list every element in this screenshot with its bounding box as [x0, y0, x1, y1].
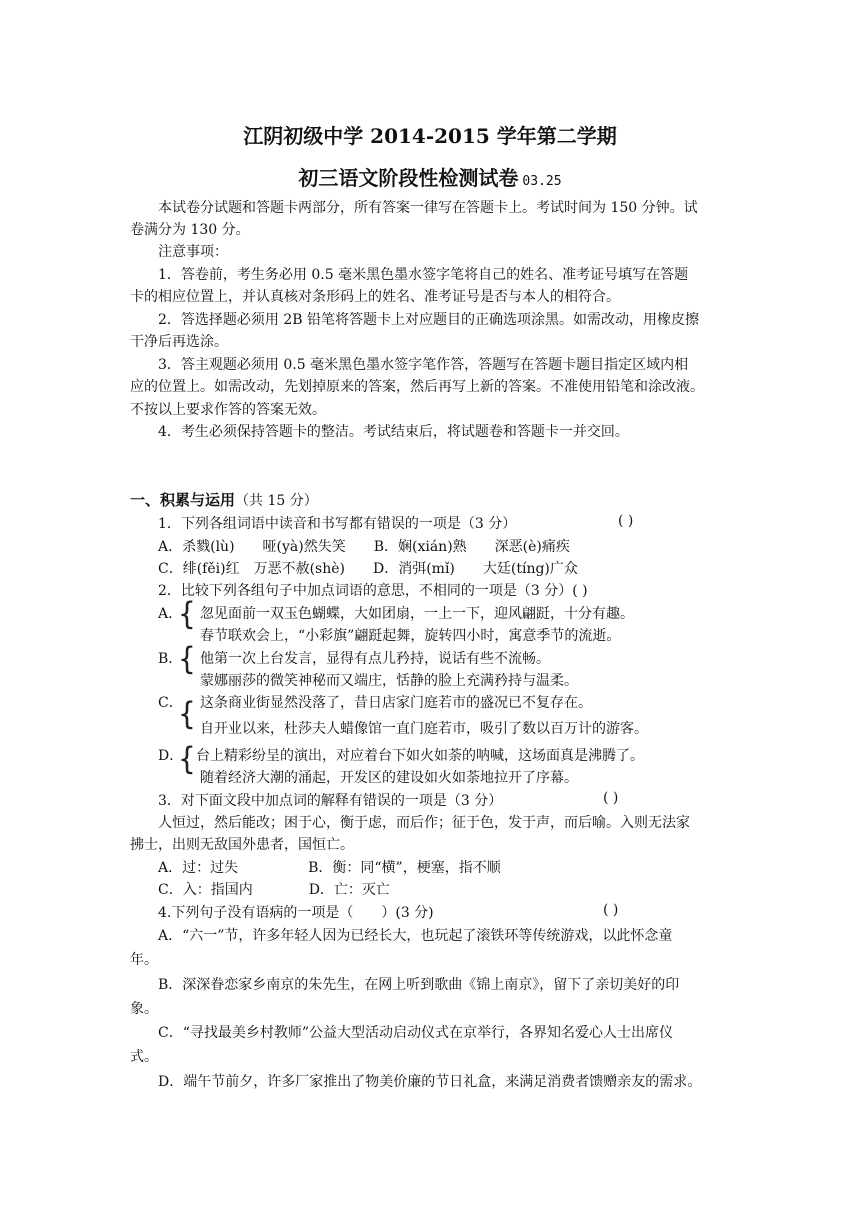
- note-3b: 应的位置上。如需改动，先划掉原来的答案，然后再写上新的答案。不准使用铅笔和涂改液。: [130, 379, 704, 395]
- q4-stem: 4.下列句子没有语病的一项是（ ）(3 分): [158, 905, 434, 921]
- q4-answer-paren: ( ): [603, 902, 619, 918]
- section-1-title: 一、积累与运用: [130, 491, 236, 509]
- section-1-heading: [130, 489, 735, 512]
- q1-answer-paren: ( ): [618, 513, 634, 529]
- q2-option-b-sentence-1: 他第一次上台发言，显得有点儿矜持，说话有些不流畅。: [200, 651, 550, 667]
- q2-option-d-label: D．: [158, 748, 184, 764]
- q2-option-c-sentence-1: 这条商业街显然没落了，昔日店家门庭若市的盛况已不复存在。: [200, 695, 592, 711]
- exam-subtitle: [0, 162, 860, 191]
- note-1a: 1．答卷前，考生务必用 0.5 毫米黑色墨水签字笔将自己的姓名、准考证号填写在答题: [158, 267, 689, 283]
- q1-stem: 1．下列各组词语中读音和书写都有错误的一项是（3 分）: [158, 516, 517, 532]
- q2-option-c-brace: {: [178, 695, 196, 732]
- note-2b: 干净后再选涂。: [130, 334, 228, 350]
- q2-option-b-brace: {: [178, 640, 196, 677]
- q2-option-c-sentence-2: 自开业以来，杜莎夫人蜡像馆一直门庭若市，吸引了数以百万计的游客。: [200, 721, 648, 737]
- q4-option-b-line-2: 象。: [130, 1001, 158, 1017]
- q2-option-b-sentence-2: 蒙娜丽莎的微笑神秘而又端庄，恬静的脸上充满矜持与温柔。: [200, 673, 578, 689]
- exam-title: 江阴初级中学 2014-2015 学年第二学期: [243, 124, 617, 148]
- q2-stem: 2．比较下列各组句子中加点词语的意思，不相同的一项是（3 分）( ): [158, 583, 588, 599]
- q3-answer-paren: ( ): [603, 790, 619, 806]
- q2-option-a-label: A．: [158, 606, 183, 622]
- note-3a: 3．答主观题必须用 0.5 毫米黑色墨水签字笔作答，答题写在答题卡题目指定区域内相: [158, 357, 689, 373]
- note-4: 4．考生必须保持答题卡的整洁。考试结束后，将试题卷和答题卡一并交回。: [158, 424, 629, 440]
- note-3c: 不按以上要求作答的答案无效。: [130, 402, 326, 418]
- q4-option-c-line-2: 式。: [130, 1049, 158, 1065]
- subtitle-text: 初三语文阶段性检测试卷: [298, 166, 519, 190]
- q3-stem: 3．对下面文段中加点词的解释有错误的一项是（3 分）: [158, 793, 503, 809]
- q2-option-a-brace: {: [178, 595, 196, 632]
- q4-option-b-line-1: B．深深眷恋家乡南京的朱先生，在网上听到歌曲《锦上南京》，留下了亲切美好的印: [158, 977, 680, 993]
- q2-option-a-sentence-1: 忽见面前一双玉色蝴蝶，大如团扇，一上一下，迎风翩跹，十分有趣。: [200, 606, 634, 622]
- q2-option-b-label: B．: [158, 651, 183, 667]
- q4-option-d-line-1: D．端午节前夕，许多厂家推出了物美价廉的节日礼盒，来满足消费者馈赠亲友的需求。: [158, 1074, 702, 1090]
- q2-option-d-sentence-1: 台上精彩纷呈的演出，对应着台下如火如荼的呐喊，这场面真是沸腾了。: [196, 748, 644, 764]
- q2-option-d-sentence-2: 随着经济大潮的涌起，开发区的建设如火如荼地拉开了序幕。: [200, 770, 578, 786]
- q3-passage-line-2: 拂士，出则无敌国外患者，国恒亡。: [130, 837, 354, 853]
- q1-options-cd: C．绯(fěi)红 万恶不赦(shè) D．消弭(mǐ) 大廷(tíng)广众: [158, 561, 578, 577]
- q2-option-c-label: C．: [158, 695, 183, 711]
- note-1b: 卡的相应位置上，并认真核对条形码上的姓名、准考证号是否与本人的相符合。: [130, 289, 620, 305]
- exam-date: 03.25: [522, 174, 562, 189]
- q3-options-cd: C．入：指国内 D．亡：灭亡: [158, 882, 390, 898]
- q4-option-c-line-1: C．“寻找最美乡村教师”公益大型活动启动仪式在京举行，各界知名爱心人士出席仪: [158, 1025, 674, 1041]
- q2-option-d-brace: {: [178, 740, 196, 777]
- q2-option-a-sentence-2: 春节联欢会上，“小彩旗”翩跹起舞，旋转四小时，寓意季节的流逝。: [200, 628, 621, 644]
- note-2a: 2．答选择题必须用 2B 铅笔将答题卡上对应题目的正确选项涂黑。如需改动，用橡皮擦: [158, 312, 700, 328]
- q4-option-a-line-1: A．“六一”节，许多年轻人因为已经长大，也玩起了滚铁环等传统游戏，以此怀念童: [158, 928, 673, 944]
- intro-line-1: 本试卷分试题和答题卡两部分，所有答案一律写在答题卡上。考试时间为 150 分钟。试: [158, 200, 698, 216]
- q4-option-a-line-2: 年。: [130, 952, 158, 968]
- intro-line-2: 卷满分为 130 分。: [130, 222, 250, 238]
- section-1-score: （共 15 分）: [235, 493, 318, 509]
- q3-passage-line-1: 人恒过，然后能改；困于心，衡于虑，而后作；征于色，发于声，而后喻。入则无法家: [158, 815, 690, 831]
- notes-heading: 注意事项：: [158, 244, 228, 260]
- q3-options-ab: A．过：过失 B．衡：同“横”，梗塞，指不顺: [158, 860, 501, 876]
- q1-options-ab: A．杀戮(lù) 哑(yà)然失笑 B．娴(xián)熟 深恶(è)痛疾: [158, 539, 570, 555]
